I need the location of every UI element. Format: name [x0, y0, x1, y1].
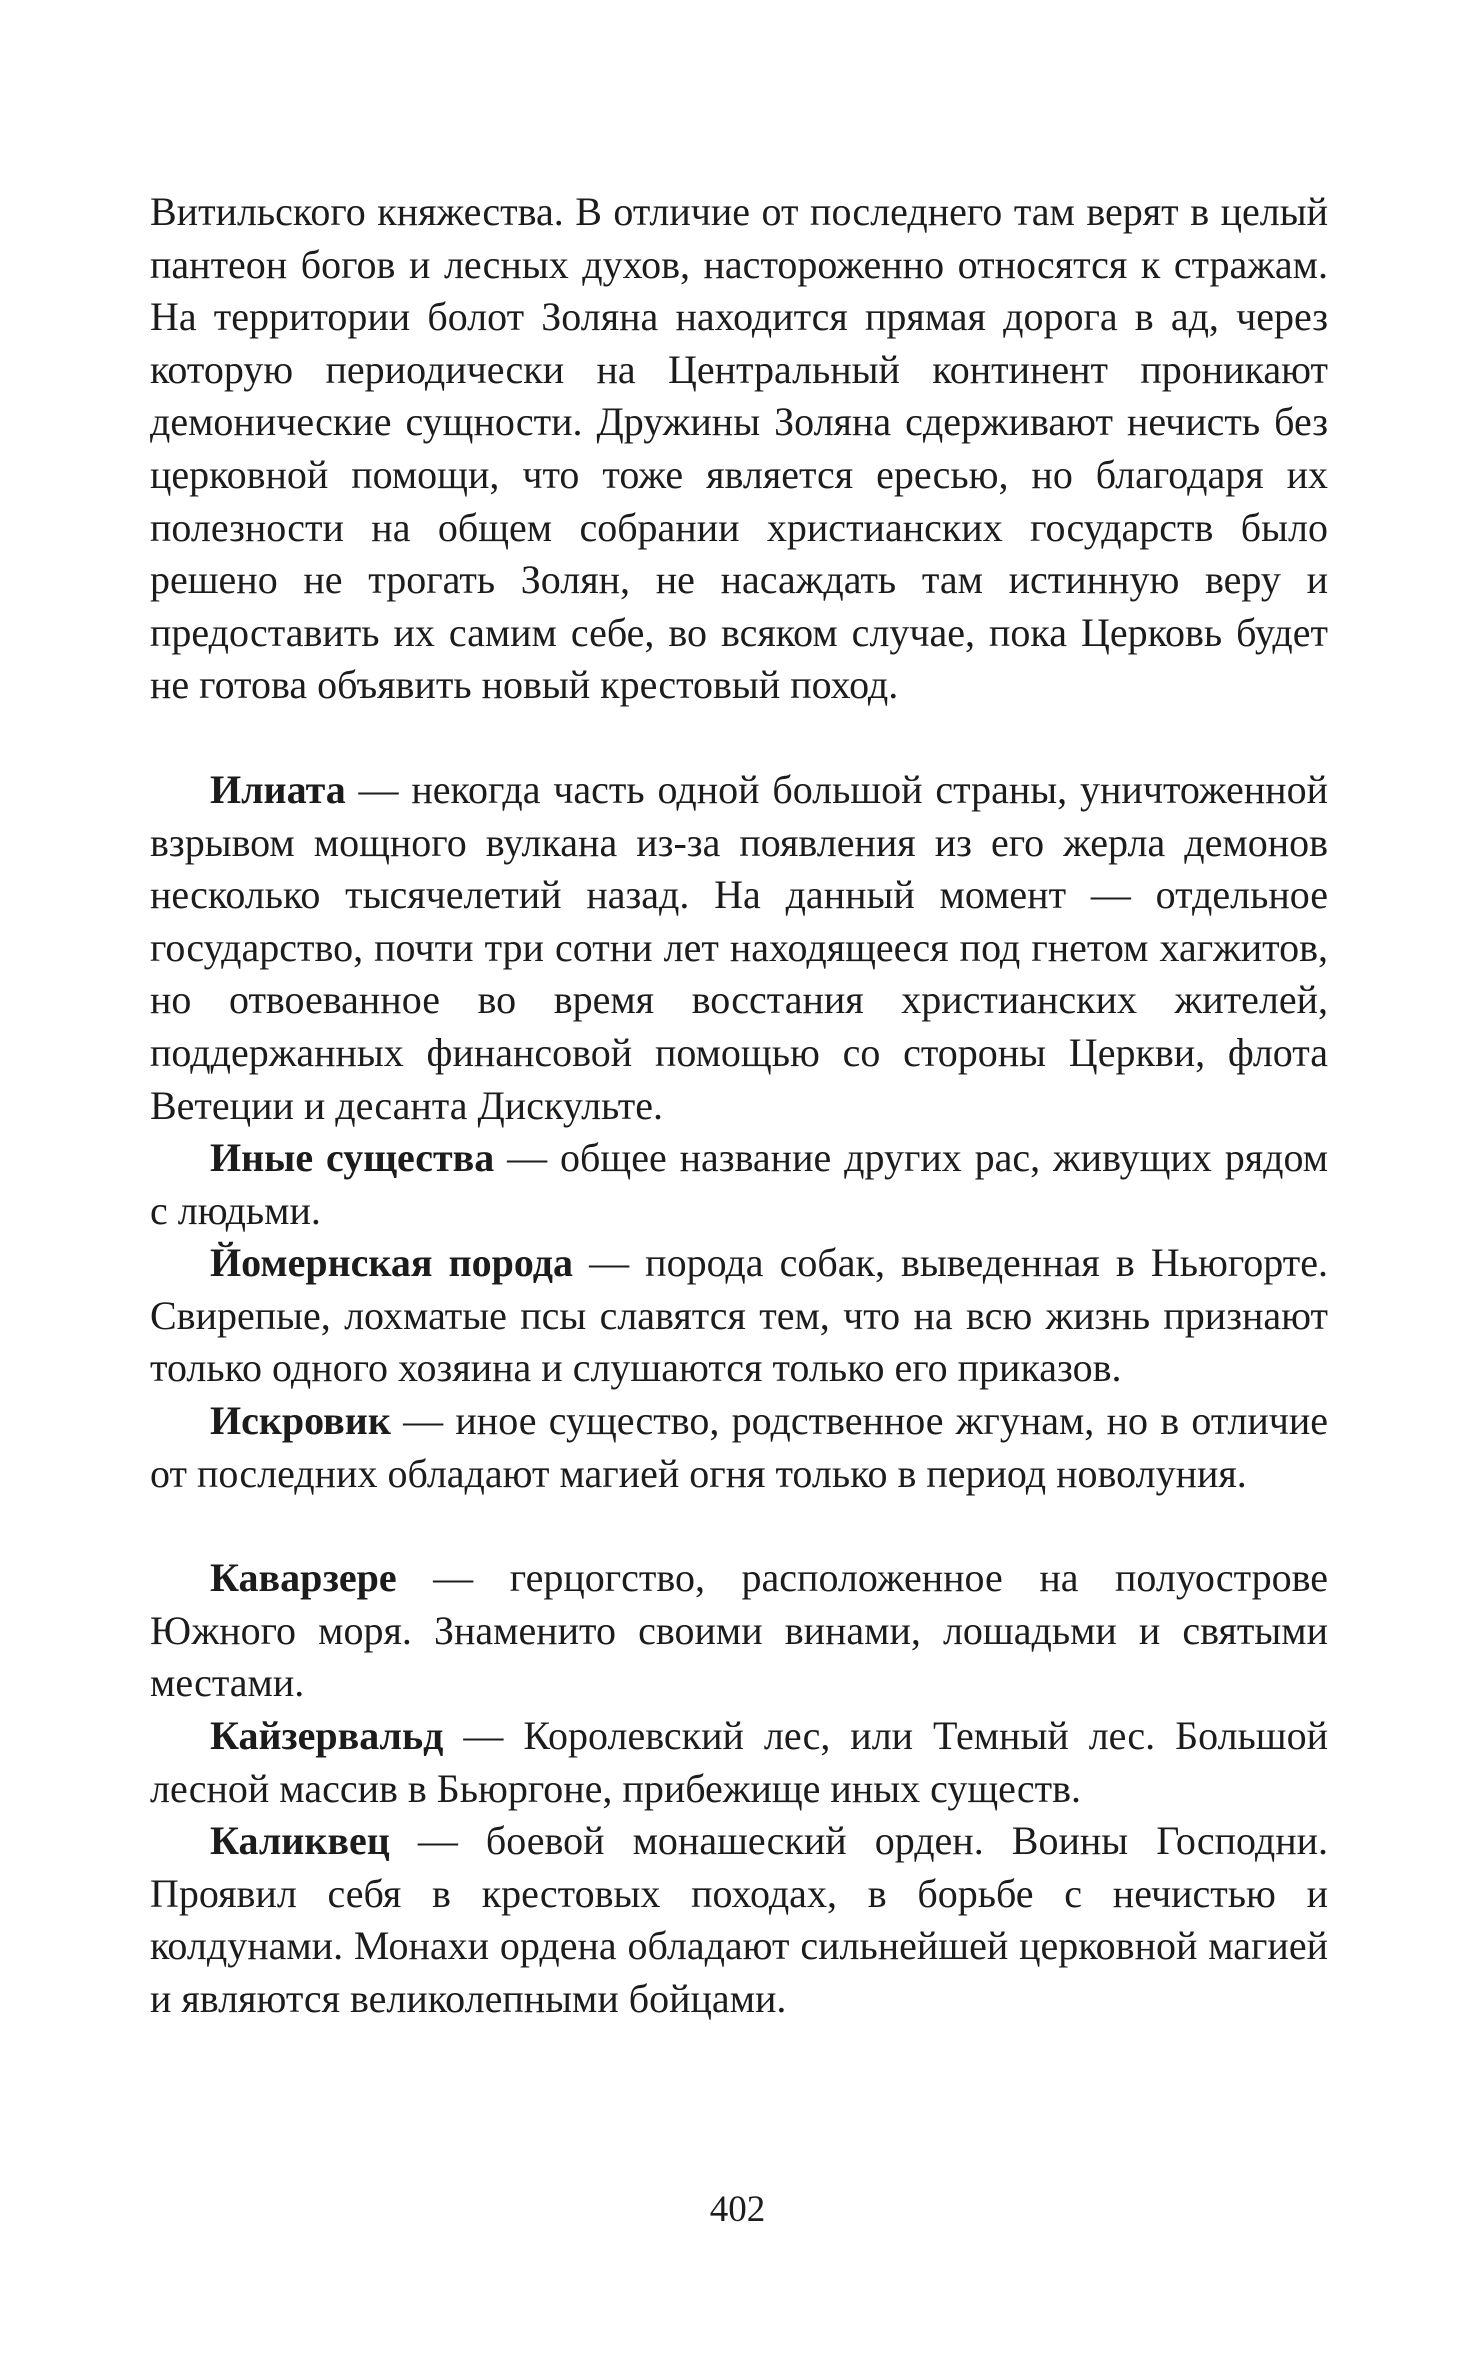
- glossary-entry: [150, 1815, 1328, 2025]
- glossary-definition: — некогда часть одной большой страны, уничтоженной взрывом мощного вулкана из-за появления из его жерла демонов несколько тысячелетий назад. На данный момент — отдельное государство, почти три сотни лет находящееся под гнетом хагжитов, но отвоеванное во время восстания христианских жителей, поддержанных финансовой помощью со стороны Церкви, флота Ветеции и десанта Дискульте.: [150, 766, 1328, 1128]
- glossary-term: Кайзервальд: [210, 1713, 444, 1759]
- glossary-definition: — Королевский лес, или Темный лес. Большой лесной массив в Бьюргоне, прибежище иных существ.: [150, 1713, 1328, 1811]
- glossary-term: Каварзере: [210, 1555, 397, 1601]
- page-body: [150, 186, 1328, 2026]
- glossary-entry: [150, 1395, 1328, 1500]
- glossary-entry: [150, 1552, 1328, 1710]
- glossary-entry: [150, 764, 1328, 1132]
- glossary-entry: [150, 1237, 1328, 1395]
- glossary-term: Искровик: [210, 1398, 391, 1444]
- glossary-term: Иные существа: [210, 1135, 495, 1181]
- glossary-definition: — боевой монашеский орден. Воины Господни. Проявил себя в крестовых походах, в борьбе с нечистью и колдунами. Монахи ордена обладают сильнейшей церковной магией и являются великолепными бойцами.: [150, 1818, 1328, 2021]
- glossary-entry: [150, 1710, 1328, 1815]
- page-number: 402: [709, 2189, 766, 2230]
- glossary-entry: [150, 1132, 1328, 1237]
- glossary-term: Илиата: [210, 766, 346, 812]
- glossary-definition: — герцогство, расположенное на полуострове Южного моря. Знаменито своими винами, лошадьми и святыми местами.: [150, 1555, 1328, 1706]
- intro-paragraph: Витильского княжества. В отличие от последнего там верят в целый пантеон богов и лесных духов, настороженно относятся к стражам. На территории болот Золяна находится прямая дорога в ад, через которую периодически на Центральный континент проникают демонические сущности. Дружины Золяна сдерживают нечисть без церковной помощи, что тоже является ересью, но благодаря их полезности на общем собрании христианских государств было решено не трогать Золян, не насаждать там истинную веру и предоставить их самим себе, во всяком случае, пока Церковь будет не готова объявить новый крестовый поход.: [150, 189, 1328, 708]
- glossary-term: Каликвец: [210, 1818, 390, 1864]
- glossary-definition: — иное существо, родственное жгунам, но в отличие от последних обладают магией огня только в период новолуния.: [150, 1398, 1328, 1496]
- glossary-definition: — порода собак, выведенная в Ньюгорте. Свирепые, лохматые псы славятся тем, что на всю жизнь признают только одного хозяина и слушаются только его приказов.: [150, 1240, 1328, 1391]
- glossary-term: Йомернская порода: [210, 1240, 573, 1286]
- glossary-definition: — общее название других рас, живущих рядом с людьми.: [150, 1135, 1329, 1233]
